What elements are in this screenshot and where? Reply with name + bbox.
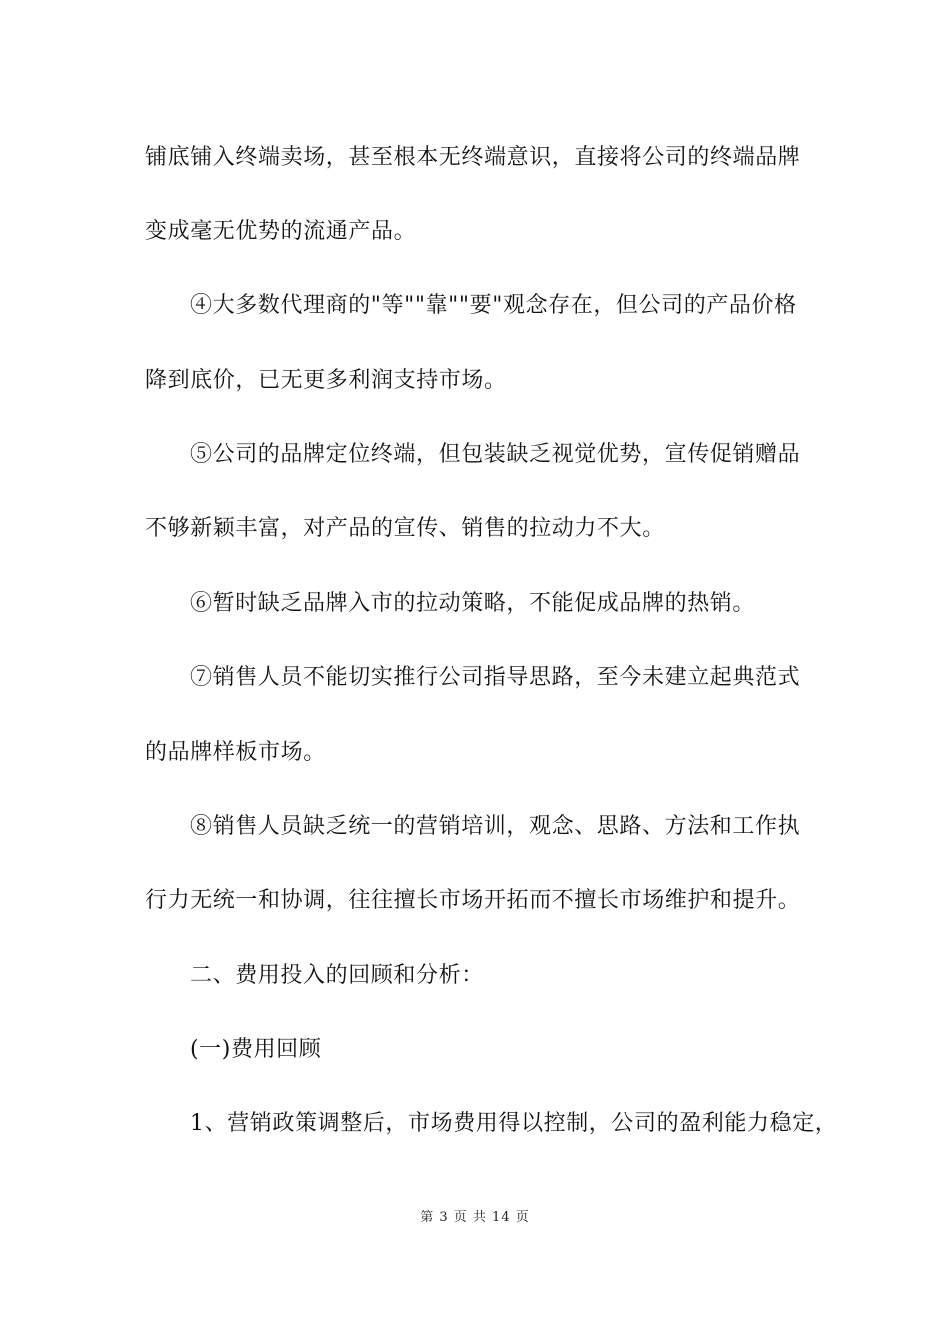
paragraph-line: 铺底铺入终端卖场，甚至根本无终端意识，直接将公司的终端品牌 (145, 145, 801, 170)
paragraph-line: 行力无统一和协调，往往擅长市场开拓而不擅长市场维护和提升。 (145, 888, 801, 913)
paragraph-line: ⑧销售人员缺乏统一的营销培训，观念、思路、方法和工作执 (190, 814, 801, 839)
paragraph-line: ⑤公司的品牌定位终端，但包装缺乏视觉优势，宣传促销赠品 (190, 442, 801, 467)
page-footer: 第 3 页 共 14 页 (420, 1210, 530, 1225)
section-heading: 二、费用投入的回顾和分析： (190, 963, 484, 988)
paragraph-line: 1、营销政策调整后，市场费用得以控制，公司的盈利能力稳定， (190, 1111, 838, 1136)
paragraph-line: 的品牌样板市场。 (145, 740, 326, 765)
paragraph-line: 不够新颖丰富，对产品的宣传、销售的拉动力不大。 (145, 516, 665, 541)
paragraph-line: ⑥暂时缺乏品牌入市的拉动策略，不能促成品牌的热销。 (190, 591, 756, 616)
paragraph-line: ④大多数代理商的"等""靠""要"观念存在，但公司的产品价格 (190, 293, 797, 318)
subsection-heading: (一)费用回顾 (190, 1037, 322, 1062)
paragraph-line: ⑦销售人员不能切实推行公司指导思路，至今未建立起典范式 (190, 665, 801, 690)
paragraph-line: 变成毫无优势的流通产品。 (145, 219, 417, 244)
paragraph-line: 降到底价，已无更多利润支持市场。 (145, 368, 507, 393)
